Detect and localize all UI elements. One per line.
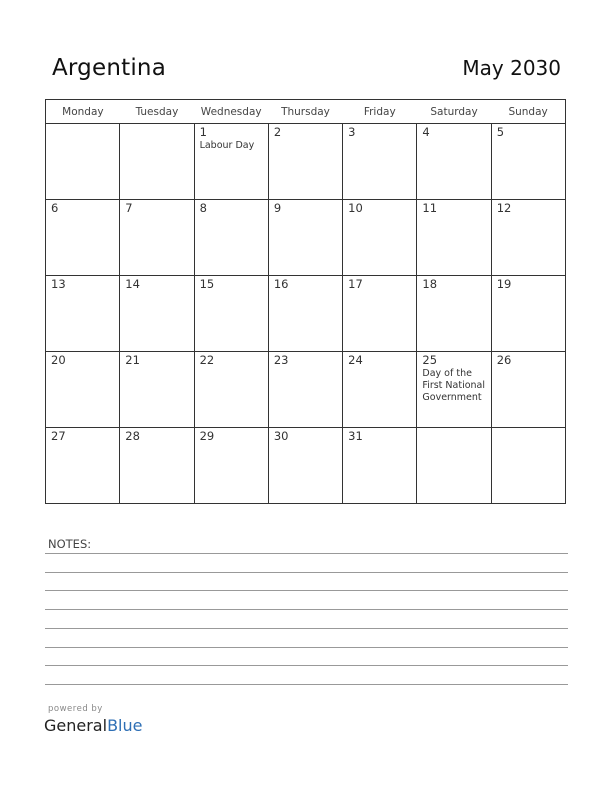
day-number: 29 xyxy=(199,429,215,443)
calendar-week-row xyxy=(46,428,566,504)
day-number: 21 xyxy=(125,353,140,367)
calendar-day-cell xyxy=(343,124,417,200)
day-number: 18 xyxy=(422,277,438,291)
calendar-day-cell xyxy=(417,276,491,352)
day-number: 4 xyxy=(422,125,430,139)
calendar-day-cell xyxy=(268,124,342,200)
day-number: 9 xyxy=(273,201,282,215)
calendar-grid xyxy=(45,99,566,504)
calendar-month-title: May 2030 xyxy=(462,56,561,80)
day-number: 15 xyxy=(199,277,215,291)
notes-line xyxy=(45,590,568,591)
day-number: 23 xyxy=(273,353,289,367)
calendar-day-cell xyxy=(46,352,120,428)
calendar-day-cell xyxy=(491,200,565,276)
holiday-label: Day of the First National Government xyxy=(422,368,486,403)
weekday-thursday: Thursday xyxy=(268,100,342,124)
calendar-day-cell xyxy=(268,276,342,352)
notes-line xyxy=(45,572,568,573)
calendar-day-cell xyxy=(120,352,194,428)
calendar-day-cell xyxy=(194,200,268,276)
calendar-day-cell xyxy=(491,124,565,200)
day-number: 31 xyxy=(348,429,363,443)
day-number: 17 xyxy=(348,277,363,291)
calendar-day-cell xyxy=(343,428,417,504)
day-number: 6 xyxy=(51,201,59,215)
calendar-day-cell xyxy=(343,200,417,276)
calendar-day-cell xyxy=(120,428,194,504)
weekday-monday: Monday xyxy=(46,100,120,124)
day-number: 24 xyxy=(348,353,363,367)
day-number: 10 xyxy=(348,201,363,215)
notes-line xyxy=(45,553,568,554)
calendar-day-cell xyxy=(46,428,120,504)
calendar-day-cell xyxy=(491,352,565,428)
calendar-week-row xyxy=(46,276,566,352)
logo-blue: Blue xyxy=(107,716,143,735)
notes-line xyxy=(45,647,568,648)
day-number: 13 xyxy=(51,277,66,291)
day-number: 25 xyxy=(422,353,438,367)
calendar-day-cell xyxy=(417,124,491,200)
day-number: 30 xyxy=(273,429,289,443)
day-number: 1 xyxy=(199,125,207,139)
weekday-tuesday: Tuesday xyxy=(120,100,194,124)
notes-line xyxy=(45,684,568,685)
day-number: 20 xyxy=(51,353,66,367)
notes-line xyxy=(45,665,568,666)
day-number: 28 xyxy=(125,429,140,443)
generalblue-logo xyxy=(44,716,142,735)
day-number: 7 xyxy=(125,201,133,215)
calendar-week-row xyxy=(46,200,566,276)
calendar-day-cell xyxy=(417,200,491,276)
day-number: 26 xyxy=(496,353,512,367)
calendar-day-cell xyxy=(46,276,120,352)
calendar-empty-cell xyxy=(46,124,120,200)
calendar-empty-cell xyxy=(491,428,565,504)
calendar-day-cell xyxy=(120,276,194,352)
day-number: 11 xyxy=(422,201,438,215)
weekday-friday: Friday xyxy=(343,100,417,124)
calendar-week-row xyxy=(46,352,566,428)
weekday-sunday: Sunday xyxy=(491,100,565,124)
calendar-day-cell xyxy=(417,352,491,428)
calendar-day-cell xyxy=(194,428,268,504)
notes-line xyxy=(45,628,568,629)
weekday-wednesday: Wednesday xyxy=(194,100,268,124)
day-number: 27 xyxy=(51,429,66,443)
notes-line xyxy=(45,609,568,610)
notes-label: NOTES: xyxy=(48,537,92,551)
calendar-day-cell xyxy=(46,200,120,276)
calendar-day-cell xyxy=(120,200,194,276)
day-number: 5 xyxy=(496,125,505,139)
calendar-empty-cell xyxy=(417,428,491,504)
calendar-day-cell xyxy=(343,276,417,352)
calendar-day-cell xyxy=(194,352,268,428)
day-number: 19 xyxy=(496,277,512,291)
day-number: 12 xyxy=(496,201,512,215)
day-number: 8 xyxy=(199,201,207,215)
calendar-day-cell xyxy=(194,124,268,200)
powered-by-text: powered by xyxy=(48,704,103,714)
calendar-day-cell xyxy=(268,352,342,428)
day-number: 14 xyxy=(125,277,140,291)
calendar-country-title: Argentina xyxy=(52,55,166,81)
day-number: 22 xyxy=(199,353,215,367)
calendar-day-cell xyxy=(343,352,417,428)
weekday-header-row xyxy=(46,100,566,124)
day-number: 2 xyxy=(273,125,282,139)
logo-general: General xyxy=(44,716,108,735)
calendar-empty-cell xyxy=(120,124,194,200)
calendar-day-cell xyxy=(268,200,342,276)
weekday-saturday: Saturday xyxy=(417,100,491,124)
calendar-day-cell xyxy=(268,428,342,504)
day-number: 3 xyxy=(348,125,356,139)
calendar-week-row xyxy=(46,124,566,200)
day-number: 16 xyxy=(273,277,289,291)
calendar-day-cell xyxy=(194,276,268,352)
calendar-day-cell xyxy=(491,276,565,352)
holiday-label: Labour Day xyxy=(199,140,255,151)
